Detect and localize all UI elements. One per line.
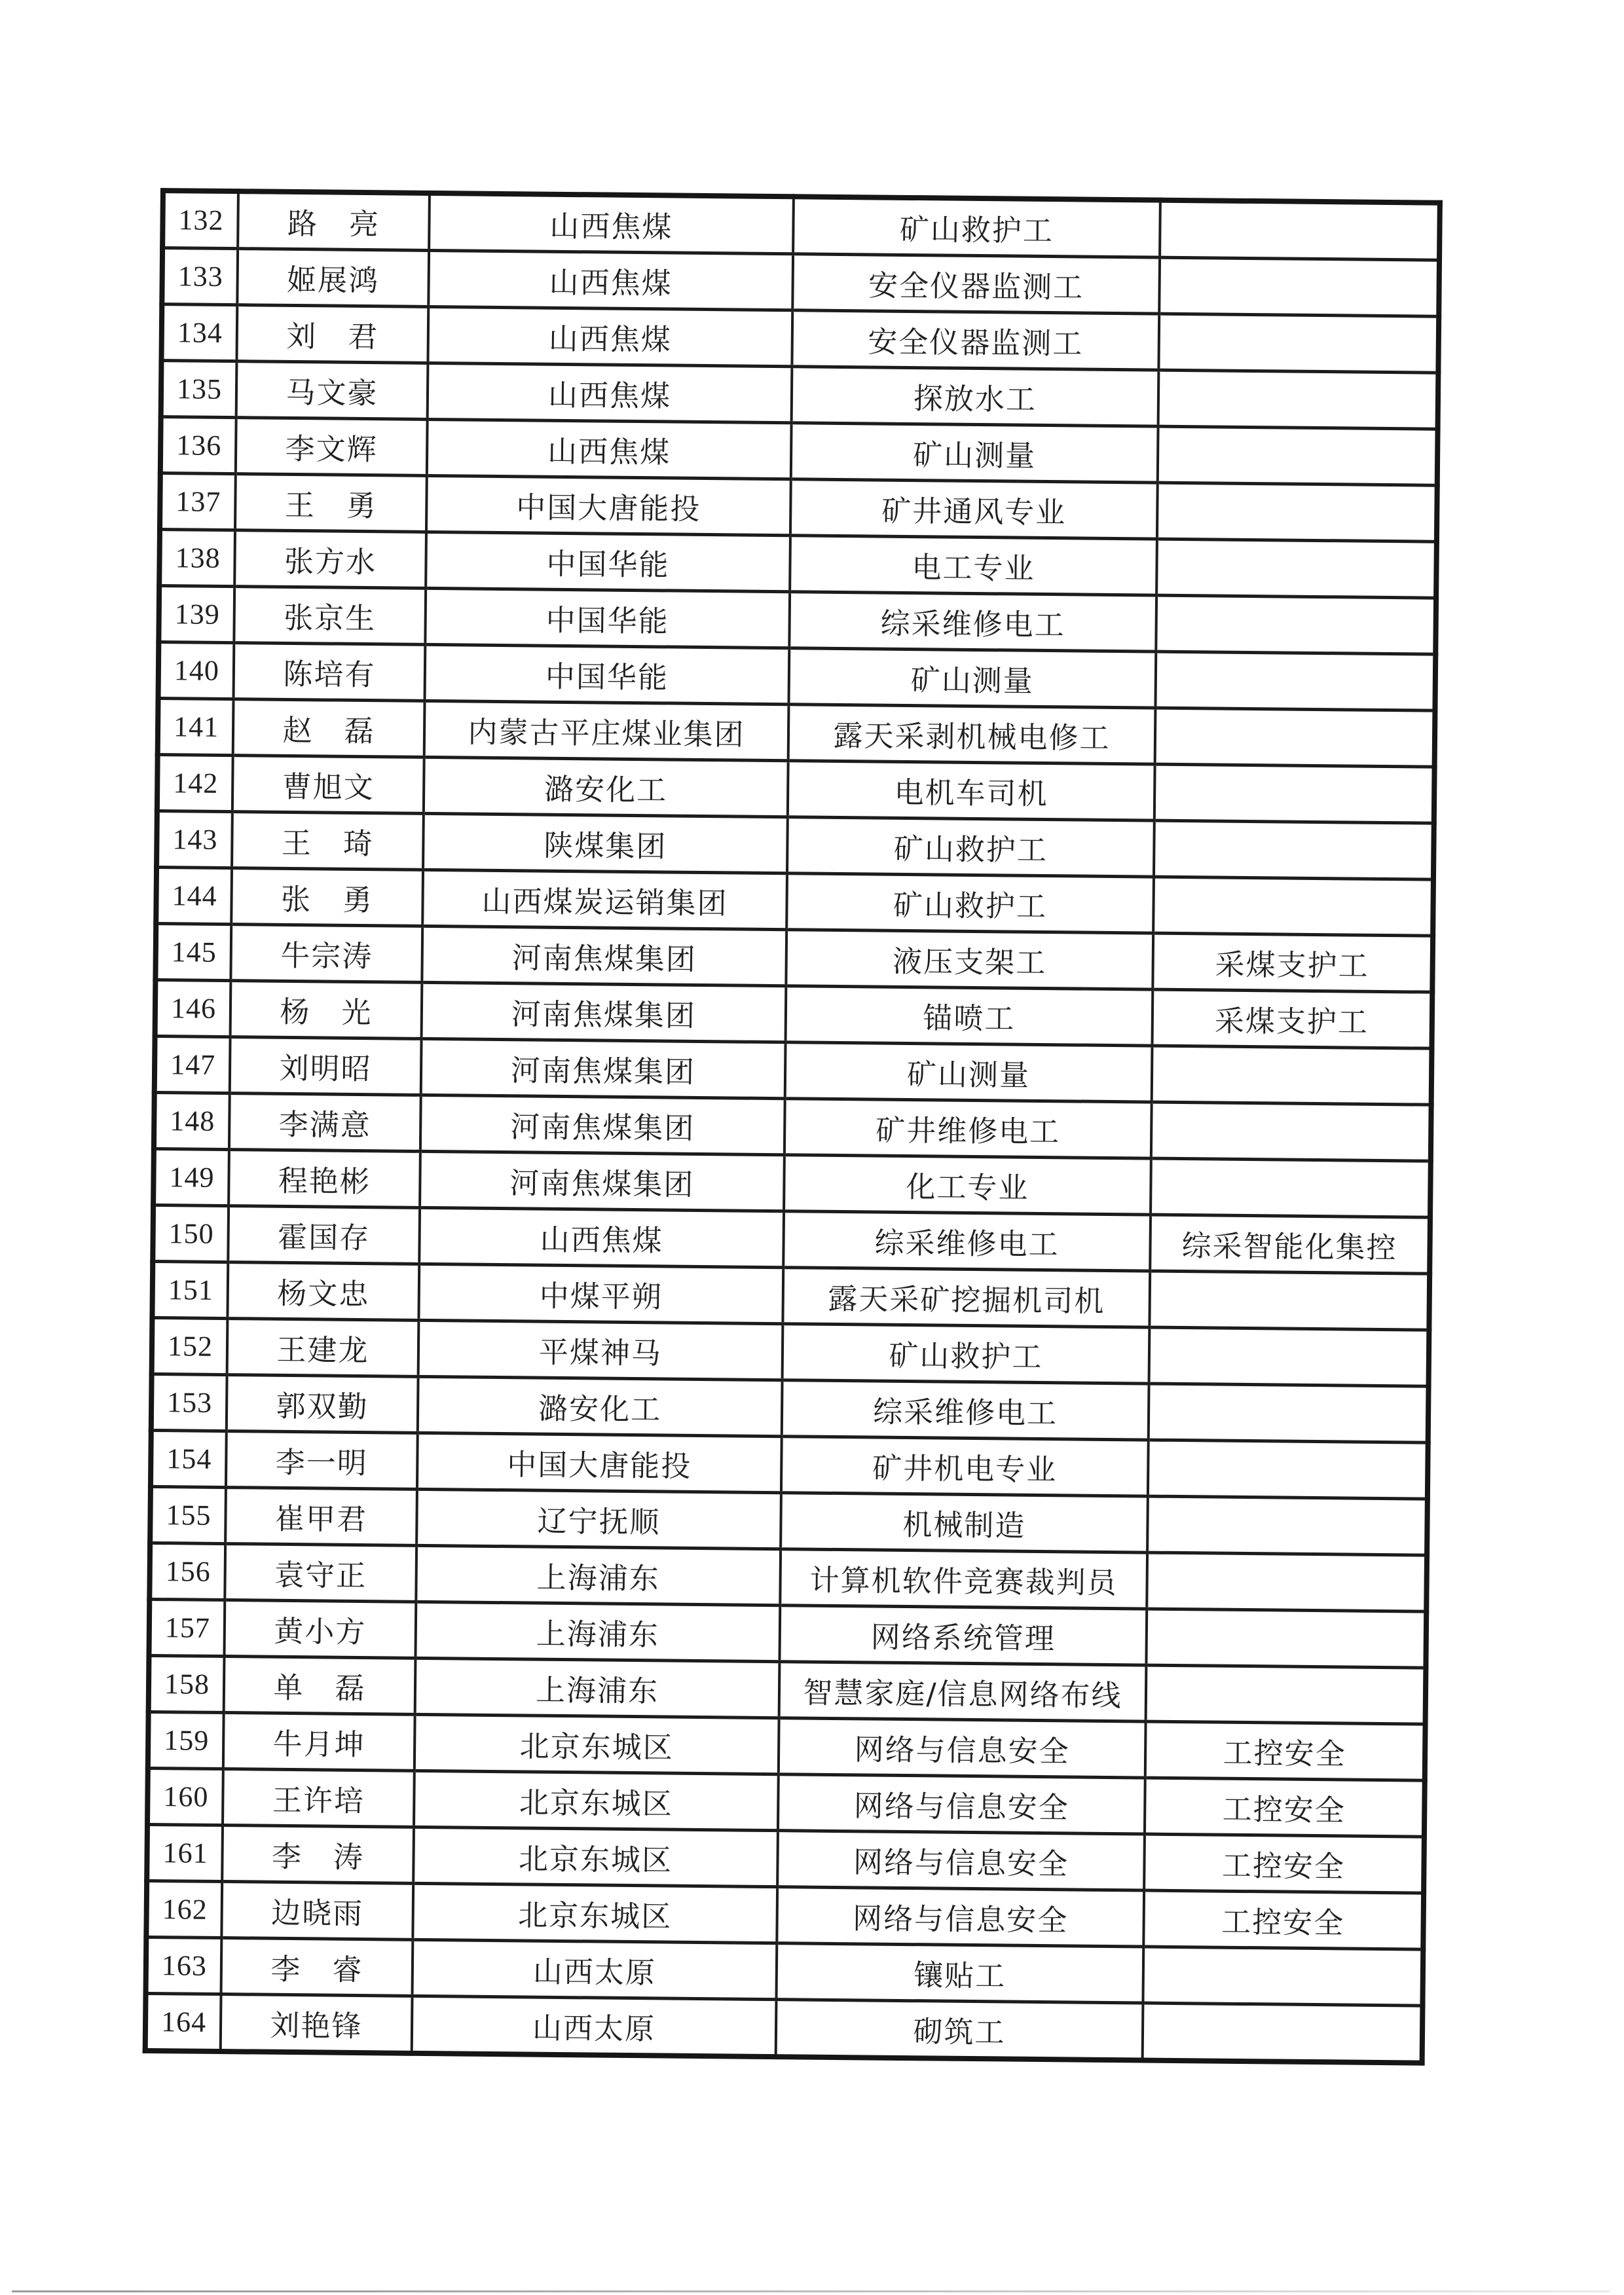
- specialty-cell: 电机车司机: [788, 761, 1155, 820]
- row-number-cell: 148: [154, 1092, 230, 1149]
- extra-specialty-cell: [1158, 314, 1439, 373]
- organization-cell: 中国华能: [424, 644, 789, 704]
- extra-specialty-cell: 工控安全: [1143, 1890, 1424, 1949]
- organization-cell: 平煤神马: [418, 1320, 783, 1380]
- row-number-cell: 162: [146, 1881, 222, 1937]
- specialty-cell: 网络与信息安全: [778, 1774, 1145, 1834]
- row-number-cell: 164: [145, 1993, 221, 2051]
- organization-cell: 山西焦煤: [429, 193, 794, 254]
- extra-specialty-cell: [1149, 1327, 1430, 1386]
- extra-specialty-cell: [1154, 764, 1435, 823]
- specialty-cell: 矿山测量: [785, 1042, 1153, 1102]
- specialty-cell: 安全仪器监测工: [792, 254, 1160, 314]
- specialty-cell: 智慧家庭/信息网络布线: [779, 1662, 1147, 1721]
- specialty-cell: 计算机软件竞赛裁判员: [780, 1549, 1147, 1609]
- organization-cell: 河南焦煤集团: [420, 1151, 784, 1211]
- extra-specialty-cell: [1147, 1552, 1427, 1611]
- specialty-cell: 露天采剥机械电修工: [788, 705, 1156, 764]
- extra-specialty-cell: [1158, 426, 1438, 485]
- row-number-cell: 145: [155, 923, 231, 980]
- extra-specialty-cell: [1156, 595, 1436, 654]
- row-number-cell: 153: [151, 1374, 227, 1431]
- organization-cell: 陕煤集团: [423, 813, 788, 873]
- person-name-cell: 赵 磊: [233, 699, 425, 758]
- extra-specialty-cell: [1156, 539, 1437, 598]
- organization-cell: 潞安化工: [418, 1376, 783, 1436]
- row-number-cell: 137: [160, 473, 236, 530]
- person-name-cell: 王许培: [223, 1769, 415, 1827]
- extra-specialty-cell: [1151, 1158, 1431, 1217]
- organization-cell: 河南焦煤集团: [421, 1038, 786, 1098]
- extra-specialty-cell: [1147, 1496, 1428, 1555]
- specialty-cell: 矿井通风专业: [790, 479, 1158, 539]
- roster-table-body: [145, 191, 1440, 2063]
- person-name-cell: 边晓雨: [221, 1882, 413, 1940]
- specialty-cell: 网络与信息安全: [777, 1887, 1144, 1947]
- row-number-cell: 163: [146, 1937, 222, 1994]
- person-name-cell: 路 亮: [238, 191, 430, 250]
- extra-specialty-cell: [1157, 483, 1437, 542]
- organization-cell: 潞安化工: [424, 757, 788, 817]
- organization-cell: 上海浦东: [415, 1602, 780, 1661]
- row-number-cell: 156: [149, 1543, 225, 1600]
- row-number-cell: 157: [149, 1599, 225, 1656]
- person-name-cell: 郭双勤: [227, 1375, 418, 1433]
- extra-specialty-cell: [1155, 708, 1435, 767]
- specialty-cell: 矿山救护工: [783, 1324, 1150, 1384]
- person-name-cell: 王 勇: [235, 474, 427, 532]
- organization-cell: 北京东城区: [414, 1771, 779, 1830]
- row-number-cell: 155: [150, 1486, 226, 1543]
- organization-cell: 山西焦煤: [419, 1207, 784, 1267]
- organization-cell: 中国华能: [426, 532, 790, 591]
- specialty-cell: 锚喷工: [786, 986, 1153, 1046]
- person-name-cell: 王建龙: [227, 1319, 419, 1377]
- organization-cell: 上海浦东: [416, 1545, 781, 1605]
- person-name-cell: 杨文忠: [227, 1262, 419, 1321]
- person-name-cell: 刘明昭: [230, 1037, 422, 1095]
- person-name-cell: 杨 光: [231, 981, 422, 1039]
- person-name-cell: 牛月坤: [223, 1713, 415, 1771]
- person-name-cell: 崔甲君: [225, 1488, 417, 1546]
- personnel-roster-table: [143, 188, 1443, 2066]
- specialty-cell: 矿山测量: [788, 648, 1156, 708]
- row-number-cell: 138: [159, 530, 235, 587]
- organization-cell: 辽宁抚顺: [416, 1489, 781, 1549]
- row-number-cell: 160: [147, 1768, 223, 1825]
- specialty-cell: 综采维修电工: [782, 1380, 1149, 1440]
- row-number-cell: 144: [156, 867, 232, 924]
- person-name-cell: 张京生: [234, 587, 426, 645]
- person-name-cell: 霍国存: [228, 1206, 420, 1264]
- extra-specialty-cell: [1148, 1440, 1428, 1499]
- row-number-cell: 140: [158, 642, 234, 699]
- specialty-cell: 机械制造: [781, 1493, 1148, 1552]
- person-name-cell: 陈培有: [234, 643, 426, 701]
- organization-cell: 山西煤炭运销集团: [422, 870, 787, 929]
- specialty-cell: 综采维修电工: [783, 1211, 1151, 1271]
- person-name-cell: 李一明: [226, 1431, 418, 1490]
- organization-cell: 中国华能: [425, 588, 790, 648]
- extra-specialty-cell: 工控安全: [1145, 1778, 1425, 1837]
- person-name-cell: 袁守正: [225, 1544, 416, 1602]
- extra-specialty-cell: [1152, 1046, 1432, 1105]
- person-name-cell: 李 睿: [221, 1938, 413, 1996]
- scan-artifact-line: [12, 2290, 1610, 2292]
- person-name-cell: 曹旭文: [232, 756, 424, 814]
- extra-specialty-cell: [1153, 877, 1433, 936]
- extra-specialty-cell: [1146, 1665, 1426, 1724]
- extra-specialty-cell: 采煤支护工: [1152, 989, 1432, 1048]
- specialty-cell: 矿山测量: [791, 423, 1158, 483]
- organization-cell: 山西焦煤: [428, 363, 792, 422]
- extra-specialty-cell: 工控安全: [1144, 1834, 1424, 1893]
- extra-specialty-cell: [1149, 1384, 1429, 1442]
- person-name-cell: 张 勇: [231, 868, 423, 927]
- person-name-cell: 王 琦: [232, 812, 424, 870]
- person-name-cell: 程艳彬: [229, 1150, 420, 1208]
- person-name-cell: 牛宗涛: [231, 925, 422, 983]
- organization-cell: 河南焦煤集团: [420, 1095, 785, 1154]
- specialty-cell: 矿山救护工: [787, 817, 1154, 877]
- extra-specialty-cell: 工控安全: [1145, 1721, 1426, 1780]
- row-number-cell: 154: [151, 1430, 227, 1487]
- specialty-cell: 安全仪器监测工: [792, 310, 1159, 370]
- row-number-cell: 141: [158, 699, 234, 756]
- extra-specialty-cell: [1159, 257, 1439, 316]
- person-name-cell: 单 磊: [224, 1657, 416, 1715]
- table-row: [145, 1993, 1423, 2063]
- organization-cell: 山西太原: [412, 1996, 777, 2057]
- organization-cell: 中国大唐能投: [426, 475, 791, 535]
- organization-cell: 山西焦煤: [427, 419, 792, 479]
- extra-specialty-cell: [1151, 1102, 1431, 1161]
- organization-cell: 上海浦东: [415, 1658, 780, 1717]
- organization-cell: 河南焦煤集团: [422, 982, 786, 1042]
- specialty-cell: 露天采矿挖掘机司机: [783, 1268, 1150, 1327]
- row-number-cell: 139: [158, 586, 234, 643]
- organization-cell: 中煤平朔: [418, 1264, 783, 1323]
- extra-specialty-cell: 综采智能化集控: [1150, 1215, 1430, 1274]
- row-number-cell: 149: [153, 1148, 229, 1205]
- extra-specialty-cell: [1154, 820, 1434, 879]
- person-name-cell: 马文豪: [236, 361, 428, 420]
- organization-cell: 北京东城区: [413, 1827, 778, 1886]
- specialty-cell: 矿井机电专业: [781, 1437, 1149, 1496]
- person-name-cell: 姬展鸿: [237, 249, 429, 307]
- specialty-cell: 砌筑工: [776, 2000, 1143, 2061]
- organization-cell: 山西焦煤: [428, 306, 792, 366]
- extra-specialty-cell: [1143, 2003, 1423, 2063]
- row-number-cell: 158: [149, 1655, 225, 1712]
- organization-cell: 中国大唐能投: [417, 1433, 782, 1492]
- row-number-cell: 159: [148, 1712, 224, 1769]
- row-number-cell: 147: [155, 1036, 231, 1093]
- organization-cell: 北京东城区: [415, 1714, 779, 1774]
- specialty-cell: 网络与信息安全: [777, 1831, 1145, 1890]
- specialty-cell: 电工专业: [790, 536, 1157, 595]
- specialty-cell: 网络与信息安全: [779, 1718, 1146, 1778]
- person-name-cell: 刘艳锋: [221, 1994, 413, 2053]
- organization-cell: 内蒙古平庄煤业集团: [424, 701, 789, 760]
- extra-specialty-cell: [1146, 1609, 1426, 1668]
- person-name-cell: 张方水: [234, 530, 426, 589]
- specialty-cell: 探放水工: [792, 367, 1159, 426]
- extra-specialty-cell: [1158, 370, 1439, 429]
- specialty-cell: 镶贴工: [776, 1943, 1143, 2003]
- specialty-cell: 液压支架工: [786, 930, 1153, 989]
- row-number-cell: 151: [152, 1261, 228, 1318]
- extra-specialty-cell: 采煤支护工: [1153, 933, 1433, 992]
- row-number-cell: 136: [160, 417, 236, 474]
- specialty-cell: 矿山救护工: [786, 873, 1154, 933]
- row-number-cell: 133: [162, 248, 238, 305]
- row-number-cell: 150: [153, 1205, 229, 1262]
- organization-cell: 河南焦煤集团: [422, 926, 786, 985]
- organization-cell: 山西太原: [413, 1939, 777, 1999]
- specialty-cell: 化工专业: [784, 1155, 1151, 1215]
- row-number-cell: 146: [155, 980, 231, 1037]
- row-number-cell: 132: [162, 191, 238, 249]
- person-name-cell: 李满意: [229, 1093, 421, 1152]
- extra-specialty-cell: [1160, 200, 1440, 261]
- specialty-cell: 矿山救护工: [793, 196, 1160, 257]
- extra-specialty-cell: [1149, 1271, 1430, 1330]
- specialty-cell: 综采维修电工: [789, 592, 1156, 652]
- row-number-cell: 161: [147, 1824, 223, 1881]
- row-number-cell: 143: [157, 811, 232, 868]
- specialty-cell: 矿井维修电工: [784, 1099, 1152, 1158]
- specialty-cell: 网络系统管理: [779, 1606, 1147, 1665]
- row-number-cell: 152: [152, 1317, 228, 1374]
- person-name-cell: 黄小方: [224, 1600, 416, 1659]
- person-name-cell: 李文辉: [236, 418, 428, 476]
- person-name-cell: 李 涛: [222, 1826, 414, 1884]
- row-number-cell: 135: [161, 361, 237, 418]
- person-name-cell: 刘 君: [236, 305, 428, 363]
- row-number-cell: 134: [161, 304, 237, 361]
- organization-cell: 北京东城区: [413, 1883, 777, 1943]
- row-number-cell: 142: [157, 754, 233, 811]
- organization-cell: 山西焦煤: [428, 250, 793, 310]
- extra-specialty-cell: [1155, 652, 1435, 710]
- extra-specialty-cell: [1143, 1947, 1423, 2006]
